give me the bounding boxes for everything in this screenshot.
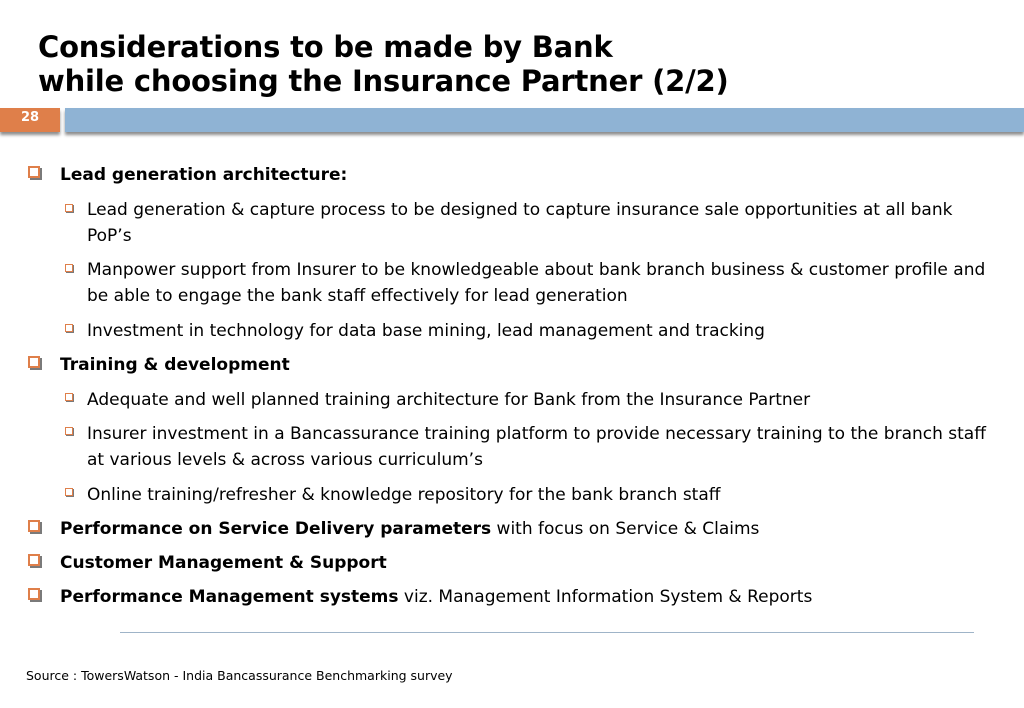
- bullet-heading: Customer Management & Support: [60, 553, 387, 573]
- square-bullet-icon: [28, 166, 40, 178]
- square-bullet-icon: [28, 554, 40, 566]
- footer-divider: [120, 632, 974, 633]
- bullet-item: [60, 584, 1000, 610]
- square-bullet-icon: [28, 520, 40, 532]
- source-note: Source : TowersWatson - India Bancassurance Benchmarking survey: [26, 668, 453, 683]
- square-bullet-icon: [28, 588, 40, 600]
- sub-bullet-item: Manpower support from Insurer to be knowledgeable about bank branch business & customer profile and be able to engage the bank staff effectively for lead generation: [87, 260, 986, 306]
- small-square-bullet-icon: [65, 324, 73, 332]
- sub-bullet-item: Online training/refresher & knowledge repository for the bank branch staff: [87, 485, 721, 505]
- bullet-heading: Performance Management systems: [60, 587, 399, 607]
- bullet-item: [60, 352, 1000, 378]
- slide-title: [38, 30, 729, 98]
- small-square-bullet-icon: [65, 488, 73, 496]
- bullet-heading: Performance on Service Delivery parameters: [60, 519, 492, 539]
- bullet-heading: Training & development: [60, 355, 290, 375]
- bullet-text: with focus on Service & Claims: [491, 519, 760, 539]
- small-square-bullet-icon: [65, 393, 73, 401]
- sub-bullet-item: Investment in technology for data base mining, lead management and tracking: [87, 321, 765, 341]
- bullet-text: viz. Management Information System & Reports: [398, 587, 813, 607]
- sub-bullet-item: Adequate and well planned training architecture for Bank from the Insurance Partner: [87, 390, 811, 410]
- title-part-indicator: (2/2): [652, 64, 729, 98]
- bullet-heading: Lead generation architecture:: [60, 165, 348, 185]
- sub-bullet-item: Insurer investment in a Bancassurance training platform to provide necessary training to the branch staff at various levels & across various curriculum’s: [87, 424, 986, 470]
- title-line-2: [38, 64, 729, 98]
- bullet-item: [60, 550, 1000, 576]
- small-square-bullet-icon: [65, 204, 73, 212]
- bullet-item: [60, 516, 1000, 542]
- slide-number: 28: [0, 108, 60, 132]
- header-bar: [65, 108, 1024, 132]
- sub-bullet-item: Lead generation & capture process to be designed to capture insurance sale opportunities at all bank PoP’s: [87, 200, 953, 246]
- small-square-bullet-icon: [65, 264, 73, 272]
- square-bullet-icon: [28, 356, 40, 368]
- title-line-1: Considerations to be made by Bank: [38, 30, 613, 64]
- small-square-bullet-icon: [65, 427, 73, 435]
- bullet-item: [60, 162, 1000, 188]
- title-line-2-text: while choosing the Insurance Partner: [38, 64, 643, 98]
